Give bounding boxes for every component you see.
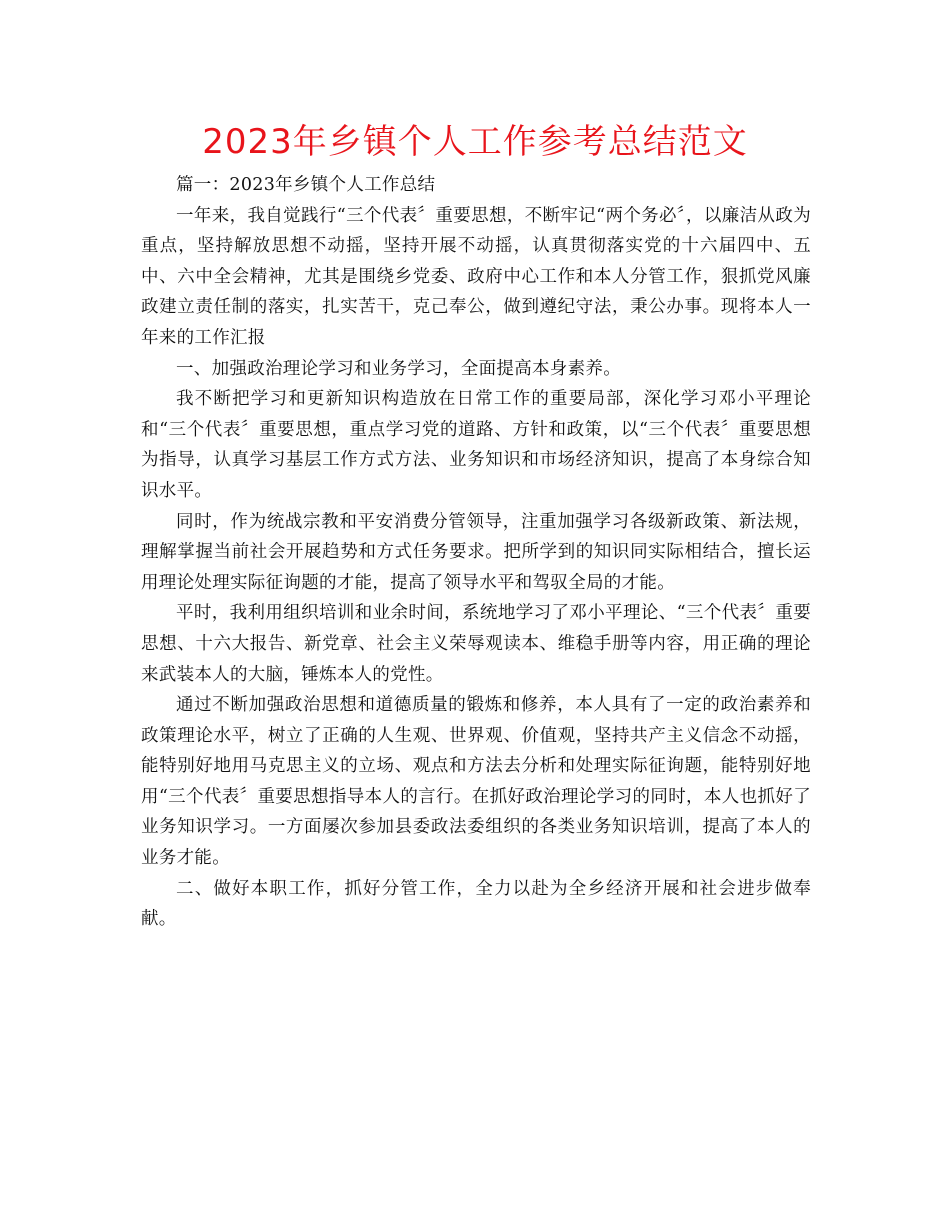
paragraph: 我不断把学习和更新知识构造放在日常工作的重要局部，深化学习邓小平理论和“三个代表〞重要思想，重点学习党的道路、方针和政策，以“三个代表〞重要思想为指导，认真学习基层工作方式方法、业务知识和市场经济知识，提高了本身综合知识水平。 (141, 389, 811, 501)
section-heading: 二、做好本职工作，抓好分管工作，全力以赴为全乡经济开展和社会进步做奉献。 (141, 878, 811, 930)
paragraph: 同时，作为统战宗教和平安消费分管领导，注重加强学习各级新政策、新法规，理解掌握当前社会开展趋势和方式任务要求。把所学到的知识同实际相结合，擅长运用理论处理实际征询题的才能，提高了领导水平和驾驭全局的才能。 (141, 511, 811, 593)
paragraph: 通过不断加强政治思想和道德质量的锻炼和修养，本人具有了一定的政治素养和政策理论水平，树立了正确的人生观、世界观、价值观，坚持共产主义信念不动摇，能特别好地用马克思主义的立场、观点和方法去分析和处理实际征询题，能特别好地用“三个代表〞重要思想指导本人的言行。在抓好政治理论学习的同时，本人也抓好了业务知识学习。一方面屡次参加县委政法委组织的各类业务知识培训，提高了本人的业务才能。 (141, 695, 811, 869)
section-heading: 一、加强政治理论学习和业务学习，全面提高本身素养。 (176, 358, 621, 379)
document-title: 2023年乡镇个人工作参考总结范文 (202, 122, 748, 162)
paragraph: 平时，我利用组织培训和业余时间，系统地学习了邓小平理论、“三个代表〞重要思想、十六大报告、新党章、社会主义荣辱观读本、维稳手册等内容，用正确的理论来武装本人的大脑，锤炼本人的党性。 (141, 603, 811, 685)
article-subtitle: 篇一：2023年乡镇个人工作总结 (176, 175, 436, 195)
document-body (141, 170, 811, 935)
paragraph: 一年来，我自觉践行“三个代表〞重要思想，不断牢记“两个务必〞，以廉洁从政为重点，坚持解放思想不动摇，坚持开展不动摇，认真贯彻落实党的十六届四中、五中、六中全会精神，尤其是围绕乡党委、政府中心工作和本人分管工作，狠抓党风廉政建立责任制的落实，扎实苦干，克己奉公，做到遵纪守法，秉公办事。现将本人一年来的工作汇报 (141, 205, 811, 348)
